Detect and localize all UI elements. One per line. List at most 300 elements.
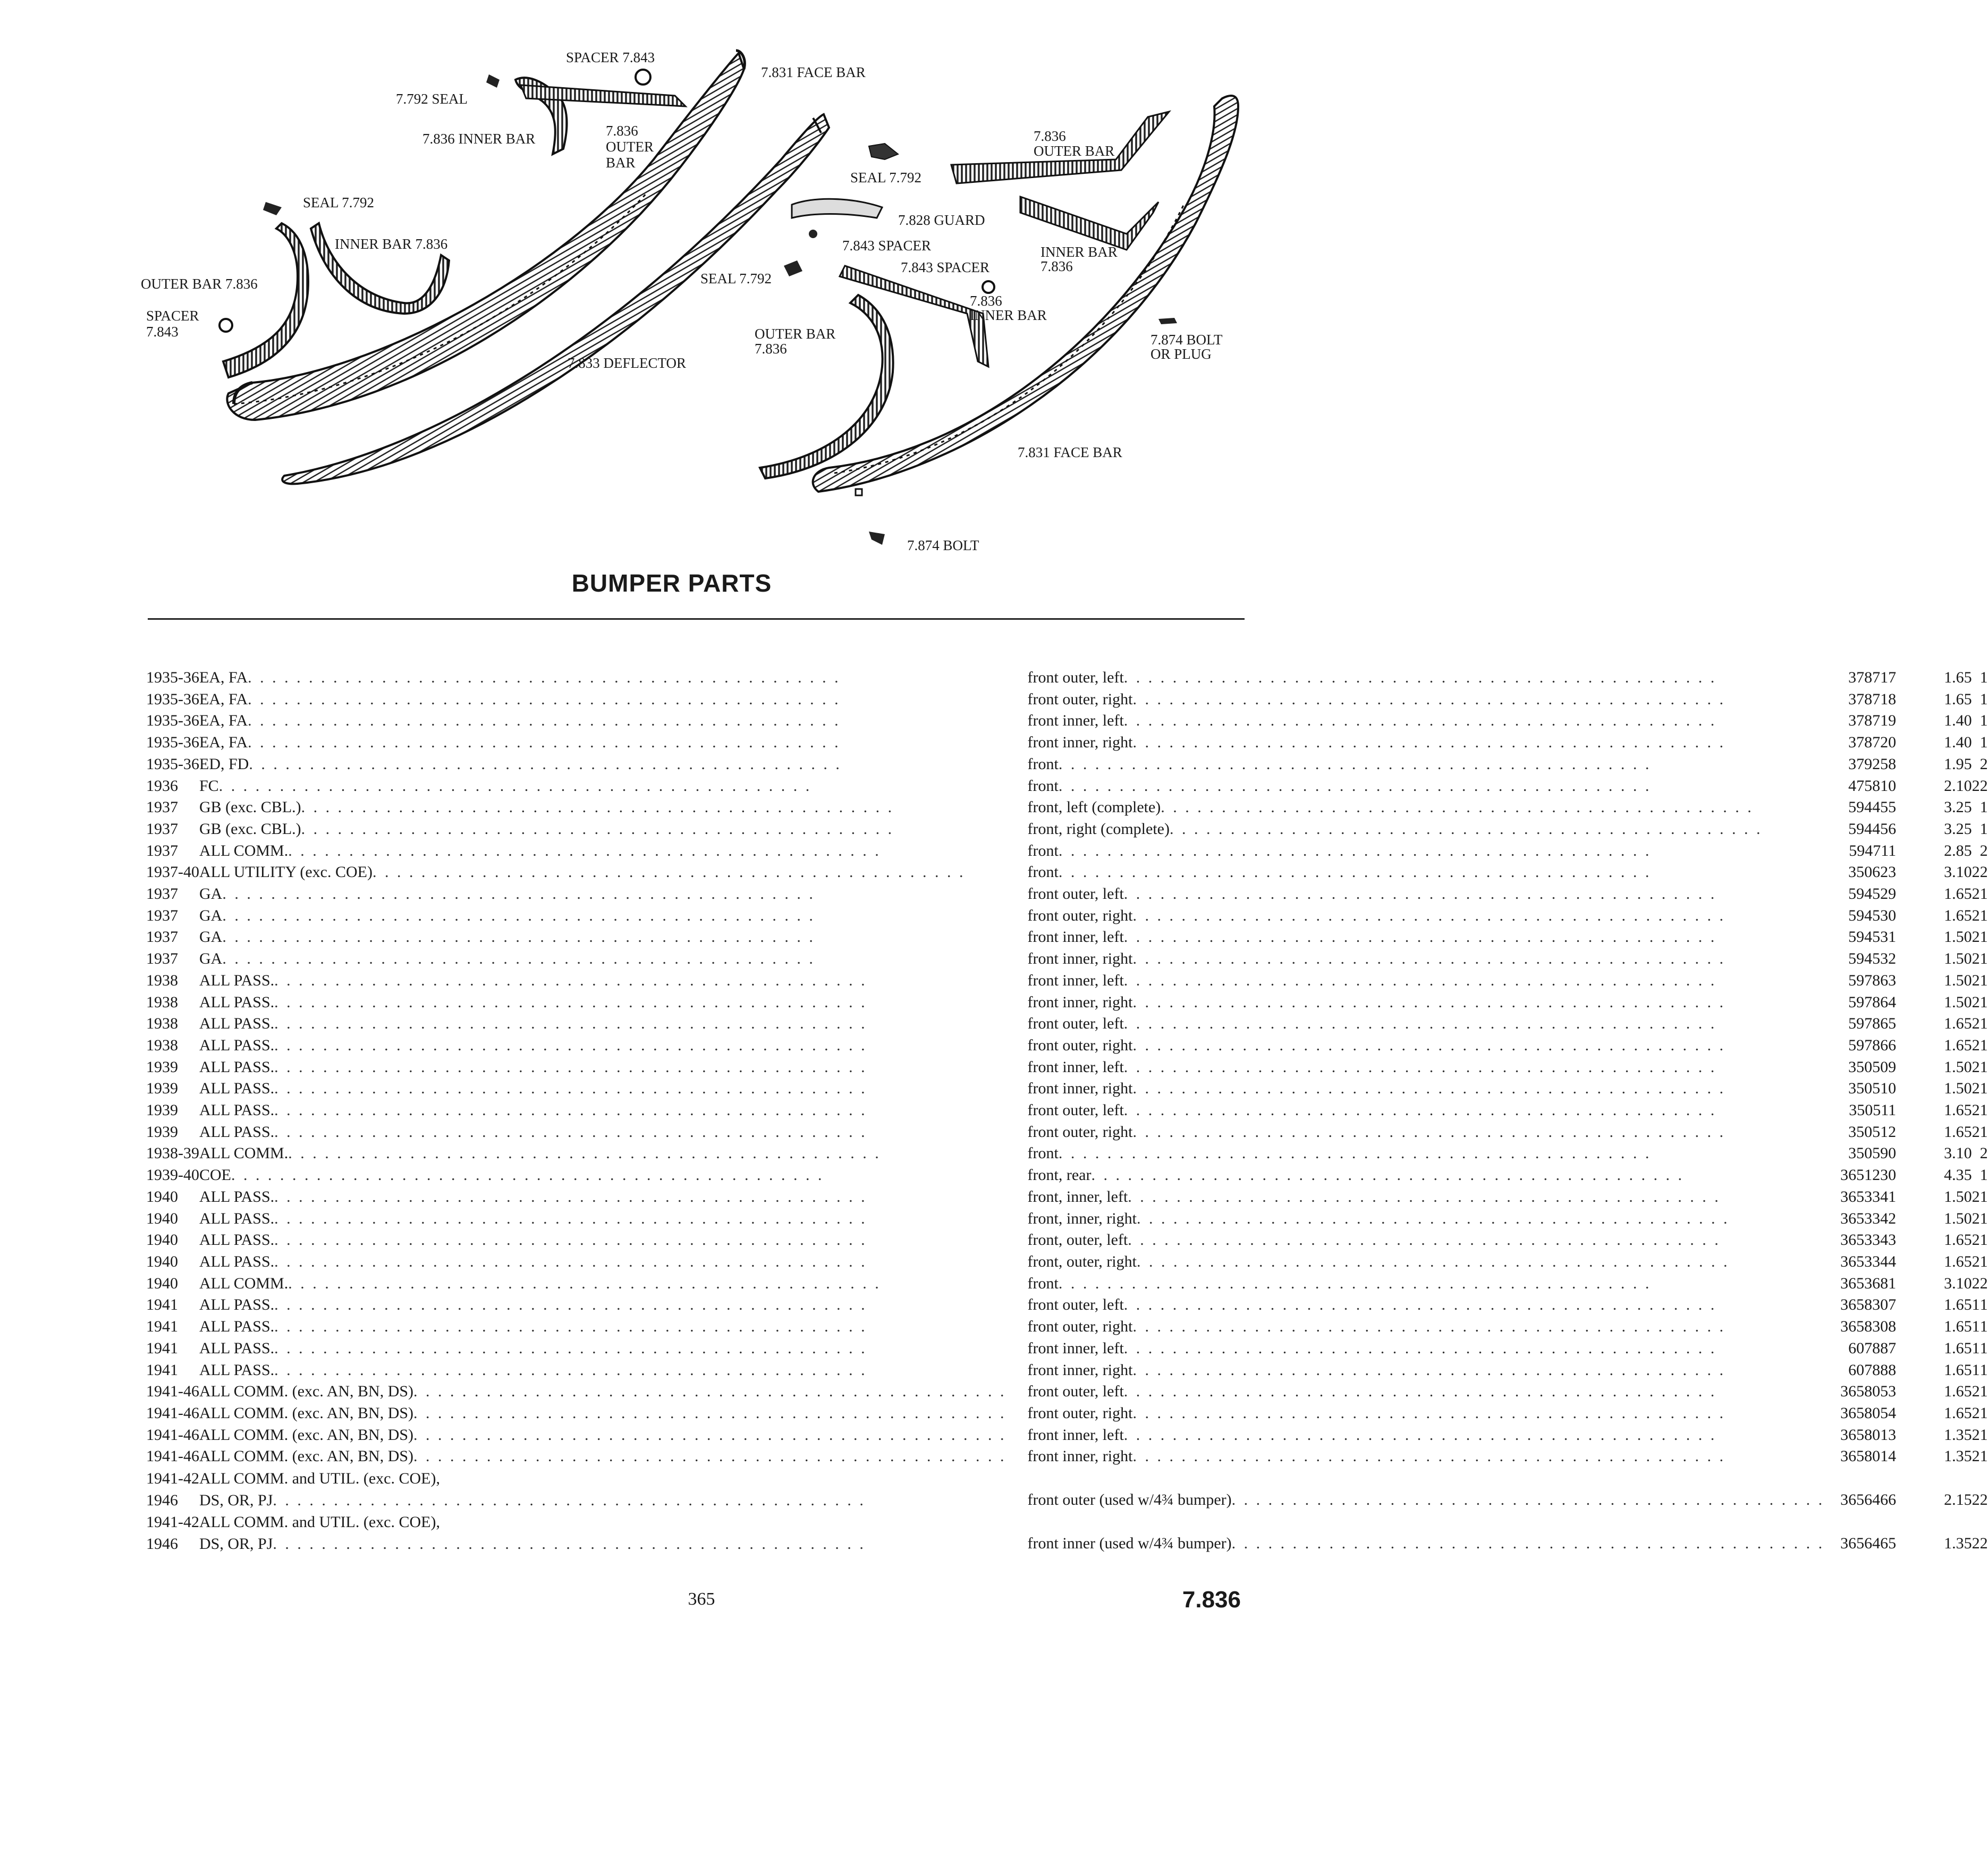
table-row [146, 667, 1988, 689]
price-cell [1944, 1013, 1972, 1035]
price-cell [1944, 797, 1972, 819]
dot-leader: . . . . . . . . . . . . . . . . . . . . . . . . . . . . . . . . . . . . . . . . . . . . . . . . . [274, 1209, 867, 1227]
table-row [146, 819, 1988, 840]
dot-leader: . . . . . . . . . . . . . . . . . . . . . . . . . . . . . . . . . . . . . . . . . . . . . . . . . [274, 1296, 867, 1314]
model-cell [199, 710, 1028, 732]
description-cell [1028, 1229, 1841, 1251]
dot-leader: . . . . . . . . . . . . . . . . . . . . . . . . . . . . . . . . . . . . . . . . . . . . . . . . . [248, 690, 841, 708]
package-quantity-value: 1 [1979, 971, 1988, 989]
model-cell [199, 1273, 1028, 1295]
price-value: 1.65 [1944, 1383, 1972, 1401]
dot-leader: . . . . . . . . . . . . . . . . . . . . . . . . . . . . . . . . . . . . . . . . . . . . . . . . . [274, 1252, 867, 1270]
part-number-cell [1840, 732, 1944, 754]
price-value: 1.65 [1944, 1252, 1972, 1270]
quantity-per-car-cell [1972, 883, 1980, 905]
part-number-cell [1840, 1446, 1944, 1468]
callout-guard: 7.828 GUARD [898, 212, 985, 228]
quantity-per-car-cell [1972, 1360, 1980, 1381]
price-value: 3.10 [1944, 863, 1972, 881]
model-cell [199, 1229, 1028, 1251]
dot-leader: . . . . . . . . . . . . . . . . . . . . . . . . . . . . . . . . . . . . . . . . . . . . . . . . . [1136, 1252, 1730, 1270]
part-number-cell [1840, 1122, 1944, 1143]
model-value: ALL PASS. [199, 1123, 275, 1141]
package-quantity-cell [1980, 1273, 1988, 1295]
quantity-per-car-cell [1972, 1251, 1980, 1273]
model-value: EA, FA [199, 734, 248, 752]
table-row [146, 754, 1988, 776]
quantity-per-car-value: 1 [1972, 1339, 1980, 1357]
package-quantity-value: 1 [1979, 690, 1988, 708]
price-value: 1.65 [1944, 906, 1972, 924]
package-quantity-value: 1 [1979, 1447, 1988, 1465]
year-value: 1937 [146, 950, 178, 968]
model-value: GB (exc. CBL.) [199, 798, 301, 816]
part-number-value: 597863 [1848, 971, 1897, 989]
callout-face-bar-right: 7.831 FACE BAR [1018, 444, 1122, 460]
year-value: 1941-46 [146, 1383, 199, 1401]
part-number-cell [1840, 970, 1944, 992]
year-value: 1941 [146, 1339, 178, 1357]
quantity-per-car-cell [1972, 1122, 1980, 1143]
description-cell [1028, 926, 1841, 948]
model-value: ALL COMM. [199, 1274, 289, 1292]
part-number-value: 3658053 [1840, 1383, 1897, 1401]
part-number-value: 3653341 [1840, 1187, 1897, 1206]
parts-table-body [146, 667, 1988, 1555]
description-cell [1028, 840, 1841, 862]
model-cell [199, 689, 1028, 711]
model-cell [199, 667, 1028, 689]
year-cell [146, 1100, 199, 1122]
model-cell [199, 1360, 1028, 1381]
price-cell [1944, 1122, 1972, 1143]
year-value-line2: 1946 [146, 1491, 178, 1510]
callout-spacer-right: 7.843 SPACER [901, 259, 990, 275]
dot-leader: . . . . . . . . . . . . . . . . . . . . . . . . . . . . . . . . . . . . . . . . . . . . . . . . . [413, 1426, 1006, 1444]
callout-outer-bar-left: OUTER BAR 7.836 [141, 276, 258, 292]
part-number-cell [1840, 840, 1944, 862]
description-cell [1028, 1035, 1841, 1057]
price-cell [1944, 1403, 1972, 1425]
price-cell [1944, 819, 1972, 840]
description-cell [1028, 905, 1841, 927]
model-cell [199, 1511, 1028, 1555]
part-number-cell [1840, 689, 1944, 711]
quantity-per-car-value: 2 [1972, 1383, 1980, 1401]
year-value: 1941 [146, 1361, 178, 1379]
part-number-cell [1840, 1100, 1944, 1122]
price-value: 1.35 [1944, 1535, 1972, 1553]
part-number-cell [1840, 992, 1944, 1014]
description-cell [1028, 819, 1841, 840]
dot-leader: . . . . . . . . . . . . . . . . . . . . . . . . . . . . . . . . . . . . . . . . . . . . . . . . . [413, 1383, 1006, 1401]
year-cell [146, 689, 199, 711]
quantity-per-car-cell [1972, 819, 1980, 840]
dot-leader: . . . . . . . . . . . . . . . . . . . . . . . . . . . . . . . . . . . . . . . . . . . . . . . . . [301, 820, 894, 838]
description-cell [1028, 1251, 1841, 1273]
part-number-cell [1840, 819, 1944, 840]
table-row [146, 905, 1988, 927]
package-quantity-value: 1 [1979, 669, 1988, 686]
year-value: 1941 [146, 1318, 178, 1336]
table-row [146, 1035, 1988, 1057]
dot-leader: . . . . . . . . . . . . . . . . . . . . . . . . . . . . . . . . . . . . . . . . . . . . . . . . . [222, 885, 815, 903]
dot-leader: . . . . . . . . . . . . . . . . . . . . . . . . . . . . . . . . . . . . . . . . . . . . . . . . . [1132, 734, 1725, 752]
price-cell [1944, 1078, 1972, 1100]
quantity-per-car-cell [1972, 1229, 1980, 1251]
description-cell [1028, 1403, 1841, 1425]
callout-inner-bar-right-1: INNER BAR [1040, 244, 1118, 260]
year-value: 1941 [146, 1296, 178, 1314]
year-cell [146, 732, 199, 754]
year-value-line2: 1946 [146, 1535, 178, 1553]
description-cell [1028, 1165, 1841, 1186]
price-cell [1944, 1468, 1972, 1511]
price-value: 1.65 [1944, 1123, 1972, 1141]
description-value: front outer, right [1027, 690, 1133, 708]
description-value: front inner, left [1027, 1058, 1124, 1076]
description-cell [1028, 1316, 1841, 1338]
model-cell [199, 840, 1028, 862]
year-value: 1937 [146, 841, 178, 859]
model-value: ALL COMM. [199, 1144, 289, 1162]
model-value: GA [199, 950, 223, 968]
quantity-per-car-cell [1972, 1316, 1980, 1338]
description-value: front [1027, 777, 1059, 795]
year-value: 1941-42 [146, 1470, 199, 1488]
price-value: 1.50 [1944, 928, 1972, 946]
model-value: GA [199, 928, 223, 946]
quantity-per-car-value: 2 [1972, 1231, 1980, 1249]
package-quantity-cell [1980, 1338, 1988, 1360]
year-value: 1940 [146, 1274, 178, 1292]
part-number-value: 3653681 [1840, 1274, 1897, 1292]
package-quantity-cell [1980, 754, 1988, 776]
year-value: 1935-36 [146, 690, 199, 708]
model-cell [199, 948, 1028, 970]
year-cell [146, 1057, 199, 1078]
year-cell [146, 1338, 199, 1360]
part-number-cell [1840, 926, 1944, 948]
description-value: front, inner, left [1027, 1187, 1128, 1206]
table-row [146, 1208, 1988, 1230]
dot-leader: . . . . . . . . . . . . . . . . . . . . . . . . . . . . . . . . . . . . . . . . . . . . . . . . . [1058, 755, 1652, 773]
description-value: front inner (used w/4¾ bumper) [1027, 1535, 1232, 1553]
part-number-value: 350590 [1848, 1144, 1897, 1162]
model-cell [199, 1100, 1028, 1122]
package-quantity-value: 1 [1979, 1231, 1988, 1249]
table-row [146, 732, 1988, 754]
price-cell [1944, 1294, 1972, 1316]
description-cell [1028, 1186, 1841, 1208]
dot-leader: . . . . . . . . . . . . . . . . . . . . . . . . . . . . . . . . . . . . . . . . . . . . . . . . . [274, 1036, 867, 1054]
year-cell [146, 710, 199, 732]
dot-leader: . . . . . . . . . . . . . . . . . . . . . . . . . . . . . . . . . . . . . . . . . . . . . . . . . [249, 755, 842, 773]
section-number: 7.836 [1182, 1587, 1241, 1613]
quantity-per-car-cell [1972, 948, 1980, 970]
part-number-value: 350509 [1848, 1058, 1897, 1076]
dot-leader: . . . . . . . . . . . . . . . . . . . . . . . . . . . . . . . . . . . . . . . . . . . . . . . . . [1058, 1144, 1652, 1162]
package-quantity-value: 2 [1979, 1491, 1988, 1509]
dot-leader: . . . . . . . . . . . . . . . . . . . . . . . . . . . . . . . . . . . . . . . . . . . . . . . . . [1161, 798, 1754, 816]
year-value: 1938 [146, 993, 178, 1011]
model-value: ALL PASS. [199, 993, 275, 1011]
package-quantity-cell [1980, 1403, 1988, 1425]
part-number-value: 350623 [1848, 863, 1897, 881]
year-cell [146, 1013, 199, 1035]
year-cell [146, 667, 199, 689]
model-cell [199, 1338, 1028, 1360]
year-cell [146, 1403, 199, 1425]
package-quantity-value: 2 [1979, 841, 1988, 859]
model-cell [199, 1403, 1028, 1425]
part-number-cell [1840, 1208, 1944, 1230]
dot-leader: . . . . . . . . . . . . . . . . . . . . . . . . . . . . . . . . . . . . . . . . . . . . . . . . . [1123, 971, 1717, 989]
package-quantity-cell [1980, 1013, 1988, 1035]
model-cell [199, 883, 1028, 905]
dot-leader: . . . . . . . . . . . . . . . . . . . . . . . . . . . . . . . . . . . . . . . . . . . . . . . . . [413, 1447, 1006, 1465]
callout-inner-bar-mid-1: 7.836 [970, 293, 1002, 309]
dot-leader: . . . . . . . . . . . . . . . . . . . . . . . . . . . . . . . . . . . . . . . . . . . . . . . . . [1136, 1209, 1730, 1227]
part-number-value: 378720 [1848, 734, 1897, 752]
quantity-per-car-cell [1972, 840, 1980, 862]
price-value: 1.35 [1944, 1426, 1972, 1444]
package-quantity-cell [1980, 797, 1988, 819]
model-value: ALL COMM. (exc. AN, BN, DS) [199, 1426, 414, 1444]
dot-leader: . . . . . . . . . . . . . . . . . . . . . . . . . . . . . . . . . . . . . . . . . . . . . . . . . [1091, 1166, 1684, 1184]
quantity-per-car-cell [1972, 1381, 1980, 1403]
year-cell [146, 1035, 199, 1057]
package-quantity-value: 2 [1979, 755, 1988, 773]
year-cell [146, 819, 199, 840]
part-number-cell [1840, 862, 1944, 883]
callout-bolt-plug-1: 7.874 BOLT [1150, 332, 1223, 348]
part-number-cell [1840, 1294, 1944, 1316]
package-quantity-value: 1 [1979, 1209, 1988, 1227]
callout-spacer-left-2: 7.843 [146, 324, 179, 340]
dot-leader: . . . . . . . . . . . . . . . . . . . . . . . . . . . . . . . . . . . . . . . . . . . . . . . . . [1123, 1015, 1717, 1033]
part-number-value: 3658014 [1840, 1447, 1897, 1465]
callout-inner-bar-mid-2: INNER BAR [970, 307, 1047, 323]
part-number-cell [1840, 1273, 1944, 1295]
year-value: 1940 [146, 1231, 178, 1249]
dot-leader: . . . . . . . . . . . . . . . . . . . . . . . . . . . . . . . . . . . . . . . . . . . . . . . . . [1132, 1447, 1725, 1465]
year-value: 1935-36 [146, 734, 199, 752]
dot-leader: . . . . . . . . . . . . . . . . . . . . . . . . . . . . . . . . . . . . . . . . . . . . . . . . . [1132, 1123, 1725, 1141]
year-value: 1938 [146, 1015, 178, 1033]
model-cell [199, 776, 1028, 797]
year-cell [146, 797, 199, 819]
quantity-per-car-value: 2 [1972, 863, 1980, 881]
package-quantity-value: 1 [1979, 950, 1988, 968]
dot-leader: . . . . . . . . . . . . . . . . . . . . . . . . . . . . . . . . . . . . . . . . . . . . . . . . . [1058, 1274, 1652, 1292]
description-cell [1028, 948, 1841, 970]
callout-seal-left: SEAL 7.792 [303, 195, 374, 210]
price-cell [1944, 1316, 1972, 1338]
description-value: front outer (used w/4¾ bumper) [1027, 1491, 1232, 1509]
model-value: ALL PASS. [199, 1209, 275, 1227]
part-number-value: 594530 [1848, 906, 1897, 924]
quantity-per-car-value: 2 [1972, 1426, 1980, 1444]
model-cell [199, 1078, 1028, 1100]
dot-leader: . . . . . . . . . . . . . . . . . . . . . . . . . . . . . . . . . . . . . . . . . . . . . . . . . [1128, 1231, 1721, 1249]
part-number-value: 3653344 [1840, 1252, 1897, 1270]
model-value: ALL PASS. [199, 1036, 275, 1054]
price-cell [1944, 1143, 1972, 1165]
year-value: 1938-39 [146, 1144, 199, 1162]
description-cell [1028, 1013, 1841, 1035]
description-value: front outer, right [1027, 1404, 1133, 1422]
model-value: ALL COMM. and UTIL. (exc. COE), [199, 1513, 440, 1531]
callout-deflector: 7.833 DEFLECTOR [568, 355, 687, 371]
price-value: 1.50 [1944, 993, 1972, 1011]
model-cell [199, 732, 1028, 754]
part-number-value: 350512 [1848, 1123, 1897, 1141]
package-quantity-cell [1980, 1078, 1988, 1100]
dot-leader: . . . . . . . . . . . . . . . . . . . . . . . . . . . . . . . . . . . . . . . . . . . . . . . . . [218, 777, 812, 795]
dot-leader: . . . . . . . . . . . . . . . . . . . . . . . . . . . . . . . . . . . . . . . . . . . . . . . . . [1123, 1339, 1717, 1357]
description-cell [1028, 1446, 1841, 1468]
year-value: 1940 [146, 1252, 178, 1270]
model-value: ED, FD [199, 755, 249, 773]
table-row [146, 1251, 1988, 1273]
price-cell [1944, 1057, 1972, 1078]
dot-leader: . . . . . . . . . . . . . . . . . . . . . . . . . . . . . . . . . . . . . . . . . . . . . . . . . [1231, 1535, 1825, 1553]
table-row [146, 1294, 1988, 1316]
price-cell [1944, 883, 1972, 905]
year-cell [146, 1229, 199, 1251]
price-value: 1.50 [1944, 971, 1972, 989]
dot-leader: . . . . . . . . . . . . . . . . . . . . . . . . . . . . . . . . . . . . . . . . . . . . . . . . . [1132, 950, 1725, 968]
price-value: 3.10 [1944, 1144, 1972, 1162]
part-number-value: 350511 [1849, 1101, 1897, 1119]
year-value: 1941-46 [146, 1426, 199, 1444]
price-value: 1.95 [1944, 755, 1972, 773]
part-number-cell [1840, 1143, 1944, 1165]
table-row [146, 1013, 1988, 1035]
description-cell [1028, 776, 1841, 797]
year-value: 1937 [146, 928, 178, 946]
dot-leader: . . . . . . . . . . . . . . . . . . . . . . . . . . . . . . . . . . . . . . . . . . . . . . . . . [274, 1080, 867, 1098]
model-value: ALL PASS. [199, 1101, 275, 1119]
part-number-cell [1840, 710, 1944, 732]
year-value: 1938 [146, 1036, 178, 1054]
package-quantity-value: 1 [1979, 1404, 1988, 1422]
quantity-per-car-value: 2 [1972, 971, 1980, 989]
package-quantity-value: 1 [1979, 1426, 1988, 1444]
quantity-per-car-cell [1972, 1425, 1980, 1446]
model-value: ALL PASS. [199, 1318, 275, 1336]
part-number-value: 594531 [1848, 928, 1897, 946]
price-value: 1.65 [1944, 690, 1972, 708]
year-cell [146, 862, 199, 883]
dot-leader: . . . . . . . . . . . . . . . . . . . . . . . . . . . . . . . . . . . . . . . . . . . . . . . . . [1132, 1036, 1725, 1054]
price-cell [1944, 992, 1972, 1014]
year-cell [146, 948, 199, 970]
package-quantity-cell [1980, 948, 1988, 970]
model-cell [199, 1446, 1028, 1468]
description-cell [1028, 667, 1841, 689]
description-cell [1028, 689, 1841, 711]
part-number-value: 3653343 [1840, 1231, 1897, 1249]
part-number-cell [1840, 1360, 1944, 1381]
package-quantity-value: 1 [1979, 1036, 1988, 1054]
description-cell [1028, 1122, 1841, 1143]
model-cell [199, 1122, 1028, 1143]
model-value: ALL PASS. [199, 1339, 275, 1357]
quantity-per-car-value: 2 [1972, 1252, 1980, 1270]
model-value: EA, FA [199, 690, 248, 708]
callout-inner-bar-top: 7.836 INNER BAR [422, 131, 536, 147]
description-cell [1028, 710, 1841, 732]
description-cell [1028, 1294, 1841, 1316]
callout-outer-bar-low-2: 7.836 [755, 341, 787, 357]
model-value: ALL PASS. [199, 1015, 275, 1033]
table-row [146, 840, 1988, 862]
year-value: 1939 [146, 1123, 178, 1141]
table-row [146, 1057, 1988, 1078]
description-cell [1028, 1511, 1841, 1555]
table-row [146, 1425, 1988, 1446]
price-cell [1944, 1381, 1972, 1403]
description-cell [1028, 1273, 1841, 1295]
price-cell [1944, 1035, 1972, 1057]
price-value: 1.65 [1944, 1231, 1972, 1249]
dot-leader: . . . . . . . . . . . . . . . . . . . . . . . . . . . . . . . . . . . . . . . . . . . . . . . . . [222, 950, 815, 968]
price-cell [1944, 862, 1972, 883]
year-value: 1940 [146, 1187, 178, 1206]
description-value: front inner, right [1027, 1361, 1133, 1379]
page-title: BUMPER PARTS [571, 569, 772, 597]
callout-outer-bar-top-1: 7.836 [606, 123, 638, 139]
package-quantity-cell [1980, 1511, 1988, 1555]
quantity-per-car-cell [1972, 905, 1980, 927]
part-number-cell [1840, 1468, 1944, 1511]
description-value: front inner, left [1027, 971, 1124, 989]
package-quantity-cell [1980, 970, 1988, 992]
part-number-value: 3658308 [1840, 1318, 1897, 1336]
description-cell [1028, 1360, 1841, 1381]
year-cell [146, 1251, 199, 1273]
dot-leader: . . . . . . . . . . . . . . . . . . . . . . . . . . . . . . . . . . . . . . . . . . . . . . . . . [1132, 690, 1725, 708]
part-number-value: 3658307 [1840, 1296, 1897, 1314]
description-value: front outer, right [1027, 1036, 1133, 1054]
price-value: 1.65 [1944, 669, 1972, 686]
dot-leader: . . . . . . . . . . . . . . . . . . . . . . . . . . . . . . . . . . . . . . . . . . . . . . . . . [1231, 1491, 1825, 1509]
price-value: 1.50 [1944, 1209, 1972, 1227]
table-row [146, 948, 1988, 970]
package-quantity-cell [1980, 926, 1988, 948]
year-cell [146, 1122, 199, 1143]
dot-leader: . . . . . . . . . . . . . . . . . . . . . . . . . . . . . . . . . . . . . . . . . . . . . . . . . [1123, 1383, 1717, 1401]
model-cell [199, 797, 1028, 819]
package-quantity-value: 2 [1979, 1144, 1988, 1162]
dot-leader: . . . . . . . . . . . . . . . . . . . . . . . . . . . . . . . . . . . . . . . . . . . . . . . . . [1058, 841, 1652, 859]
part-number-cell [1840, 1251, 1944, 1273]
price-cell [1944, 970, 1972, 992]
year-cell [146, 905, 199, 927]
package-quantity-value: 1 [1979, 1166, 1988, 1184]
quantity-per-car-cell [1972, 970, 1980, 992]
table-row [146, 970, 1988, 992]
dot-leader: . . . . . . . . . . . . . . . . . . . . . . . . . . . . . . . . . . . . . . . . . . . . . . . . . [248, 712, 841, 730]
dot-leader: . . . . . . . . . . . . . . . . . . . . . . . . . . . . . . . . . . . . . . . . . . . . . . . . . [1132, 1080, 1725, 1098]
year-cell [146, 1143, 199, 1165]
part-number-cell [1840, 797, 1944, 819]
package-quantity-cell [1980, 1122, 1988, 1143]
model-cell [199, 1035, 1028, 1057]
part-number-cell [1840, 1013, 1944, 1035]
